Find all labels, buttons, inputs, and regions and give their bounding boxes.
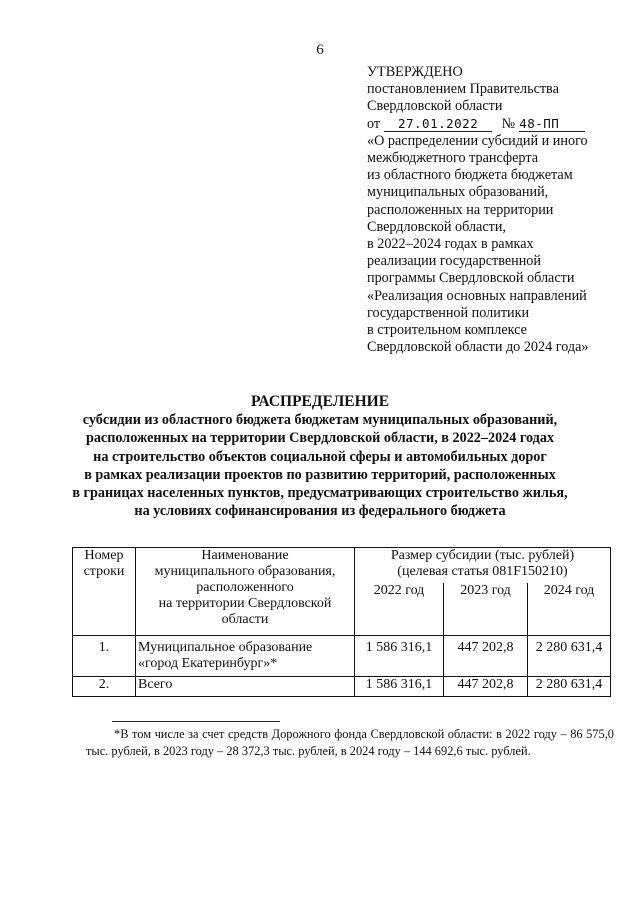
header-name-line: на территории Свердловской (158, 596, 332, 611)
resolution-line: «Реализация основных направлений (367, 287, 587, 304)
number-prefix: № (501, 115, 516, 132)
row-name-line: «город Екатеринбург»* (138, 656, 278, 671)
resolution-line: реализации государственной (367, 253, 541, 270)
row-value-2023: 447 202,8 (444, 677, 528, 697)
header-year-2024: 2024 год (528, 583, 611, 636)
header-row-number-line: строки (83, 564, 125, 579)
header-subsidy-group (355, 548, 611, 584)
row-number: 1. (73, 636, 136, 677)
header-year-2023: 2023 год (444, 583, 528, 636)
approved-by-region: Свердловской области (367, 98, 503, 115)
header-municipality (136, 548, 355, 636)
header-row-number-line: Номер (84, 548, 124, 563)
header-subsidy-line: Размер субсидии (тыс. рублей) (390, 548, 575, 563)
resolution-line: межбюджетного трансферта (367, 150, 539, 167)
header-subsidy-line: (целевая статья 081F150210) (397, 564, 568, 579)
approval-date-line (367, 116, 637, 133)
header-name-line: расположенного (196, 580, 294, 595)
approval-date: 27.01.2022 (384, 117, 492, 132)
resolution-line: программы Свердловской области (367, 270, 575, 287)
row-value-2022: 1 586 316,1 (355, 677, 444, 697)
approved-stamp: УТВЕРЖДЕНО (367, 64, 463, 80)
row-number: 2. (73, 677, 136, 697)
header-year-2022: 2022 год (355, 583, 444, 636)
resolution-line: государственной политики (367, 304, 530, 321)
row-value-2024: 2 280 631,4 (528, 636, 611, 677)
approved-by-line: постановлением Правительства (367, 81, 559, 98)
resolution-line: расположенных на территории (367, 201, 554, 218)
document-title: РАСПРЕДЕЛЕНИЕ (250, 393, 390, 410)
subtitle-line: в границах населенных пунктов, предусматривающих строительство жилья, (72, 485, 568, 502)
subtitle-line: субсидии из областного бюджета бюджетам муниципальных образований, (82, 412, 558, 428)
header-name-line: Наименование (201, 548, 289, 563)
row-value-2023: 447 202,8 (444, 636, 528, 677)
row-name: Всего (136, 677, 355, 697)
subtitle-line: на строительство объектов социальной сферы и автомобильных дорог (93, 448, 547, 465)
table-row (73, 636, 611, 677)
resolution-line: в строительном комплексе (367, 322, 527, 339)
row-name (136, 636, 355, 677)
resolution-line: «О распределении субсидий и иного (367, 132, 588, 149)
subtitle-line: на условиях софинансирования из федерального бюджета (134, 503, 506, 520)
date-prefix: от (367, 115, 381, 132)
resolution-title (367, 133, 637, 357)
table-header-row (73, 548, 611, 584)
subtitle-line: расположенных на территории Свердловской области, в 2022–2024 годах (85, 430, 555, 447)
subtitle-line: в рамках реализации проектов по развитию территорий, расположенных (84, 466, 556, 483)
resolution-line: из областного бюджета бюджетам (367, 167, 573, 184)
header-row-number (73, 548, 136, 636)
document-subtitle (40, 411, 600, 521)
resolution-line: Свердловской области, (367, 218, 506, 235)
row-name-line: Муниципальное образование (138, 640, 313, 655)
resolution-line: в 2022–2024 годах в рамках (367, 236, 534, 253)
distribution-table (72, 547, 611, 697)
approval-number: 48-ПП (519, 117, 585, 132)
footnote-separator (112, 721, 280, 722)
header-name-line: муниципального образования, (154, 564, 336, 579)
header-name-line: области (221, 612, 269, 627)
row-value-2022: 1 586 316,1 (355, 636, 444, 677)
approval-block (367, 64, 637, 356)
resolution-line: Свердловской области до 2024 года» (367, 339, 589, 356)
row-value-2024: 2 280 631,4 (528, 677, 611, 697)
table-row (73, 677, 611, 697)
resolution-line: муниципальных образований, (367, 184, 549, 201)
page-number: 6 (316, 42, 324, 58)
footnote: *В том числе за счет средств Дорожного фонда Свердловской области: в 2022 году – 86 575,0 тыс. рублей, в 2023 году – 28 372,3 тыс. рублей, в 2024 году – 144 692,6 тыс. рублей. (86, 727, 614, 758)
